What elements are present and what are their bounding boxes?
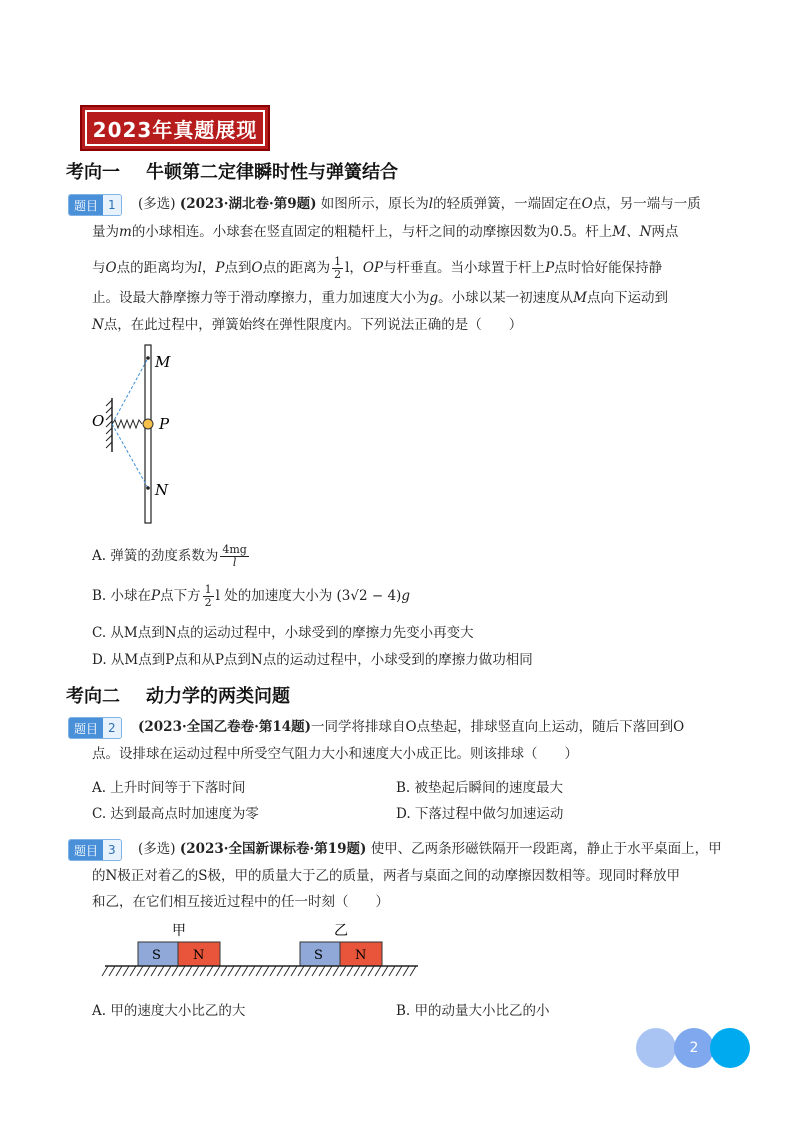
fraction-half: $\frac{1}{2}$ [334,255,342,281]
q1-line-5: N点，在此过程中，弹簧始终在弹性限度内。下列说法正确的是（ ） [92,317,523,333]
q2-option-d[interactable]: D. 下落过程中做匀加速运动 [396,806,564,822]
section-label: 考向二 [66,686,120,707]
q3-option-a[interactable]: A. 甲的速度大小比乙的大 [92,1003,246,1019]
label-P: P [159,415,170,433]
q1-option-d[interactable]: D. 从M点到P点和从P点到N点的运动过程中，小球受到的摩擦力做功相同 [92,652,533,668]
q1-line-2: 量为m的小球相连。小球套在竖直固定的粗糙杆上，与杆之间的动摩擦因数为0.5。杆上M、N两点 [92,224,679,240]
question-tag-3 [68,839,122,861]
banner-text: 2023年真题展现 [92,117,258,142]
q2-line-1: (2023·全国乙卷卷·第14题)一同学将排球自O点垫起，排球竖直向上运动，随后下落回到O [138,719,685,735]
label-jia-s: S [152,948,161,963]
q2-option-b[interactable]: B. 被垫起后瞬间的速度最大 [396,780,564,796]
q1-option-c[interactable]: C. 从M点到N点的运动过程中，小球受到的摩擦力先变小再变大 [92,625,474,641]
tag-number: 1 [103,195,121,215]
tag-label: 题目 [69,718,103,738]
label-jia-n: N [193,948,205,963]
q3-line-3: 和乙，在它们相互接近过程中的任一时刻（ ） [92,894,389,910]
magnets-figure [100,918,422,984]
label-yi-s: S [314,948,323,963]
section-heading: 牛顿第二定律瞬时性与弹簧结合 [146,162,398,183]
page-deco-circle-3 [710,1028,750,1068]
wall-hatch [106,400,112,448]
section-title-2 [66,682,290,708]
q1-line-4: 止。设最大静摩擦力等于滑动摩擦力，重力加速度大小为g。小球以某一初速度从M点向下运动到 [92,290,668,306]
point-N [146,486,150,490]
tag-label: 题目 [69,195,103,215]
q2-option-c[interactable]: C. 达到最高点时加速度为零 [92,806,259,822]
q1-line-3: 与O点的距离均为l，P点到O点的距离为 $\frac{1}{2}$ l，OP与杆垂直。当小球置于杆上P点时恰好能保持静 [92,255,663,281]
point-M [146,356,150,360]
fraction-half-b: $\frac{1}{2}$ [204,583,212,609]
label-yi-n: N [355,948,367,963]
page-number: 2 [689,1040,699,1056]
q1-option-b[interactable]: B. 小球在P点下方 $\frac{1}{2}$ l 处的加速度大小为 (3√2 − 4)g [92,583,410,609]
section-banner [80,105,270,151]
tag-number: 2 [103,718,121,738]
tag-label: 题目 [69,840,103,860]
q2-line-2: 点。设排球在运动过程中所受空气阻力大小和速度大小成正比。则该排球（ ） [92,746,578,762]
label-O: O [92,412,105,430]
label-jia: 甲 [172,923,186,939]
q3-line-1: (多选) (2023·全国新课标卷·第19题) 使甲、乙两条形磁铁隔开一段距离，静止于水平桌面上，甲 [138,841,722,857]
vertical-rod [145,345,151,523]
spring-rod-figure [88,340,198,530]
q3-line-2: 的N极正对着乙的S极，甲的质量大于乙的质量，两者与桌面之间的动摩擦因数相等。现同时释放甲 [92,868,681,884]
label-N: N [155,481,169,499]
spring [112,420,142,428]
section-heading: 动力学的两类问题 [146,686,290,707]
label-M: M [155,353,171,371]
fraction-4mg-l: $\frac{4mg}{l}$ [222,543,247,569]
section-label: 考向一 [66,162,120,183]
ball [143,419,153,429]
section-title-1 [66,158,398,184]
tag-number: 3 [103,840,121,860]
q3-option-b[interactable]: B. 甲的动量大小比乙的小 [396,1003,550,1019]
table-hatch [102,966,416,976]
dashed-line-OM [112,358,148,424]
page-deco-circle-1 [636,1028,676,1068]
q1-option-a[interactable]: A. 弹簧的劲度系数为 $\frac{4mg}{l}$ [92,543,247,569]
dashed-line-ON [112,424,148,488]
question-tag-2 [68,717,122,739]
q1-line-1: (多选) (2023·湖北卷·第9题) 如图所示，原长为l的轻质弹簧，一端固定在O点，另一端与一质 [138,196,701,212]
label-yi: 乙 [334,923,348,939]
q2-option-a[interactable]: A. 上升时间等于下落时间 [92,780,246,796]
question-tag-1 [68,194,122,216]
